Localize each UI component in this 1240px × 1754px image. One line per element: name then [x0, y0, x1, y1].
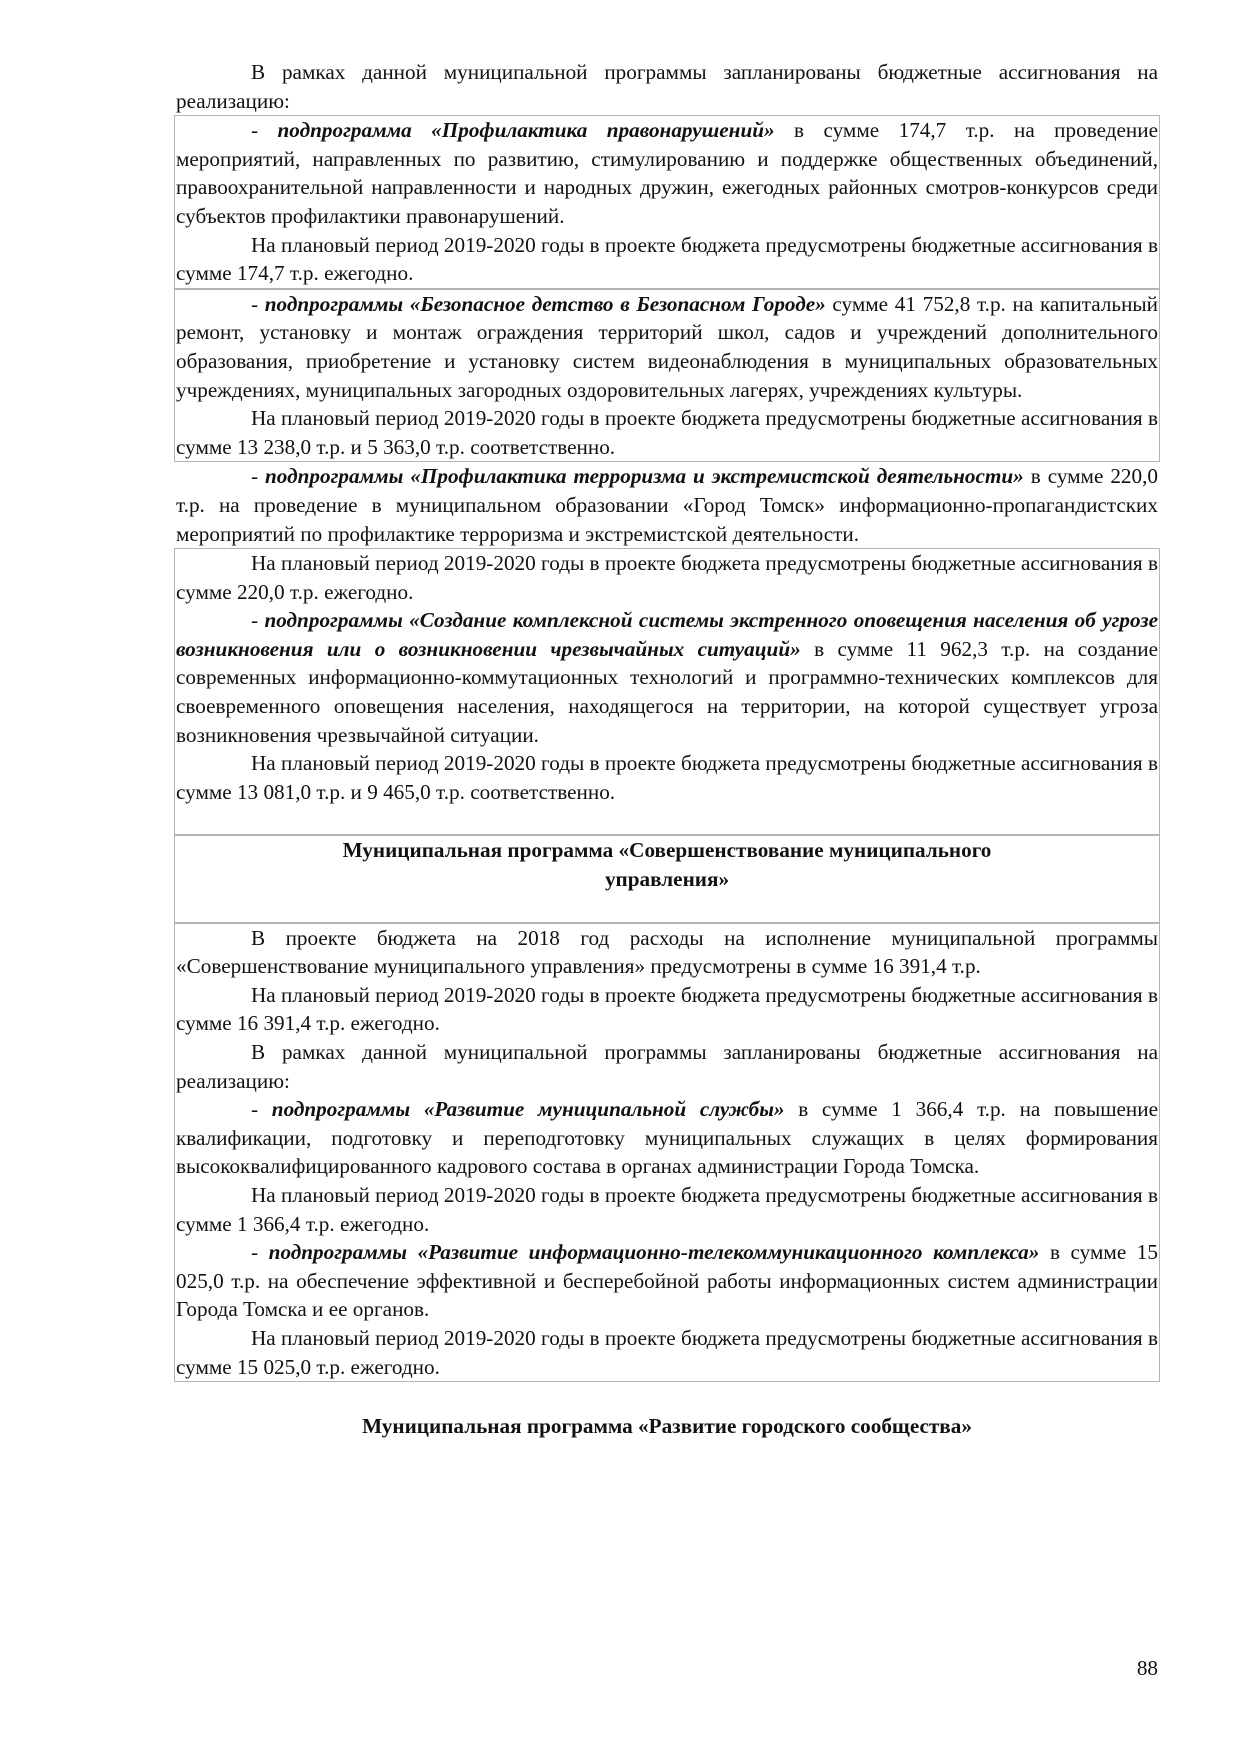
paragraph-safe-childhood-plan: На плановый период 2019-2020 годы в проекте бюджета предусмотрены бюджетные ассигнования в сумме 13 238,0 т.р. и 5 363,0 т.р. соответственно. — [176, 406, 1158, 459]
section-heading-city-community: Муниципальная программа «Развитие городского сообщества» — [362, 1414, 972, 1439]
subprogram-title-it-complex: подпрограммы «Развитие информационно-телекоммуникационного комплекса» — [268, 1240, 1040, 1265]
paragraph-governance-plan: На плановый период 2019-2020 годы в проекте бюджета предусмотрены бюджетные ассигнования в сумме 16 391,4 т.р. ежегодно. — [176, 982, 1158, 1036]
paragraph-warning-system-plan: На плановый период 2019-2020 годы в проекте бюджета предусмотрены бюджетные ассигнования в сумме 13 081,0 т.р. и 9 465,0 т.р. соответственно. — [176, 751, 1158, 804]
paragraph-crime-prevention-plan: На плановый период 2019-2020 годы в проекте бюджета предусмотрены бюджетные ассигнования в сумме 174,7 т.р. ежегодно. — [176, 232, 1158, 286]
subprogram-title-municipal-service: подпрограммы «Развитие муниципальной службы» — [271, 1097, 785, 1122]
subprogram-block-crime-prevention — [174, 115, 1160, 289]
subprogram-title-safe-childhood: подпрограммы «Безопасное детство в Безопасном Городе» — [264, 291, 826, 316]
paragraph-municipal-service-plan: На плановый период 2019-2020 годы в проекте бюджета предусмотрены бюджетные ассигнования в сумме 1 366,4 т.р. ежегодно. — [176, 1182, 1158, 1236]
paragraph-warning-system: - подпрограммы «Создание комплексной системы экстренного оповещения населения об угрозе возникновения или о возникновении чрезвычайных ситуаций» в сумме 11 962,3 т.р. на создание современных информационно-коммутационных технологий и программно-технических комплексов для своевременного оповещения населения, находящегося на территории, на которой существует угроза возникновения чрезвычайной ситуации. — [176, 608, 1159, 747]
subprogram-title-crime-prevention: подпрограмма «Профилактика правонарушений» — [277, 118, 775, 143]
paragraph-crime-prevention: - подпрограмма «Профилактика правонарушений» в сумме 174,7 т.р. на проведение мероприятий, направленных по развитию, стимулированию и поддержке общественных объединений, правоохранительной направленности и народных дружин, ежегодных районных смотров-конкурсов среди субъектов профилактики правонарушений. — [176, 118, 1158, 228]
section-heading-block — [174, 835, 1160, 922]
document-body — [176, 58, 1158, 1441]
spacer — [176, 1382, 1158, 1412]
subprogram-title-terrorism-prevention: подпрограммы «Профилактика терроризма и экстремистской деятельности» — [265, 464, 1024, 489]
section-heading-municipal-governance: Муниципальная программа «Совершенствование муниципального управления» — [342, 838, 992, 892]
paragraph-governance-intro: В рамках данной муниципальной программы запланированы бюджетные ассигнования на реализацию: — [176, 1040, 1158, 1093]
paragraph-terrorism-plan: На плановый период 2019-2020 годы в проекте бюджета предусмотрены бюджетные ассигнования в сумме 220,0 т.р. ежегодно. — [176, 551, 1158, 604]
page-number: 88 — [1136, 1656, 1158, 1680]
subprogram-title-warning-system: подпрограммы «Создание комплексной системы экстренного оповещения населения об угрозе возникновения или о возникновении чрезвычайных ситуаций» — [176, 608, 1159, 661]
paragraph-it-complex: - подпрограммы «Развитие информационно-телекоммуникационного комплекса» в сумме 15 025,0 т.р. на обеспечение эффективной и бесперебойной работы информационных систем администрации Города Томска и ее органов. — [176, 1240, 1158, 1322]
governance-block — [174, 923, 1160, 1383]
paragraph-terrorism-prevention: - подпрограммы «Профилактика терроризма и экстремистской деятельности» в сумме 220,0 т.р. на проведение в муниципальном образовании «Город Томск» информационно-пропагандистских мероприятий по профилактике терроризма и экстремистской деятельности. — [176, 464, 1158, 546]
subprogram-block-safe-childhood — [174, 289, 1160, 463]
spacer — [176, 806, 1158, 834]
paragraph-municipal-service: - подпрограммы «Развитие муниципальной службы» в сумме 1 366,4 т.р. на повышение квалификации, подготовку и переподготовку муниципальных служащих в целях формирования высококвалифицированного кадрового состава в органах администрации Города Томска. — [176, 1097, 1158, 1179]
paragraph-intro: В рамках данной муниципальной программы запланированы бюджетные ассигнования на реализацию: — [176, 60, 1158, 113]
spacer — [176, 894, 1158, 922]
paragraph-governance-budget: В проекте бюджета на 2018 год расходы на исполнение муниципальной программы «Совершенствование муниципального управления» предусмотрены в сумме 16 391,4 т.р. — [176, 925, 1158, 979]
paragraph-it-complex-plan: На плановый период 2019-2020 годы в проекте бюджета предусмотрены бюджетные ассигнования в сумме 15 025,0 т.р. ежегодно. — [176, 1325, 1158, 1379]
paragraph-safe-childhood: - подпрограммы «Безопасное детство в Безопасном Городе» сумме 41 752,8 т.р. на капитальный ремонт, установку и монтаж ограждения территорий школ, садов и учреждений дополнительного образования, приобретение и установку систем видеонаблюдения в муниципальных образовательных учреждениях, муниципальных загородных оздоровительных лагерях, учреждениях культуры. — [176, 291, 1158, 402]
subprogram-block-warning-system — [174, 548, 1160, 835]
